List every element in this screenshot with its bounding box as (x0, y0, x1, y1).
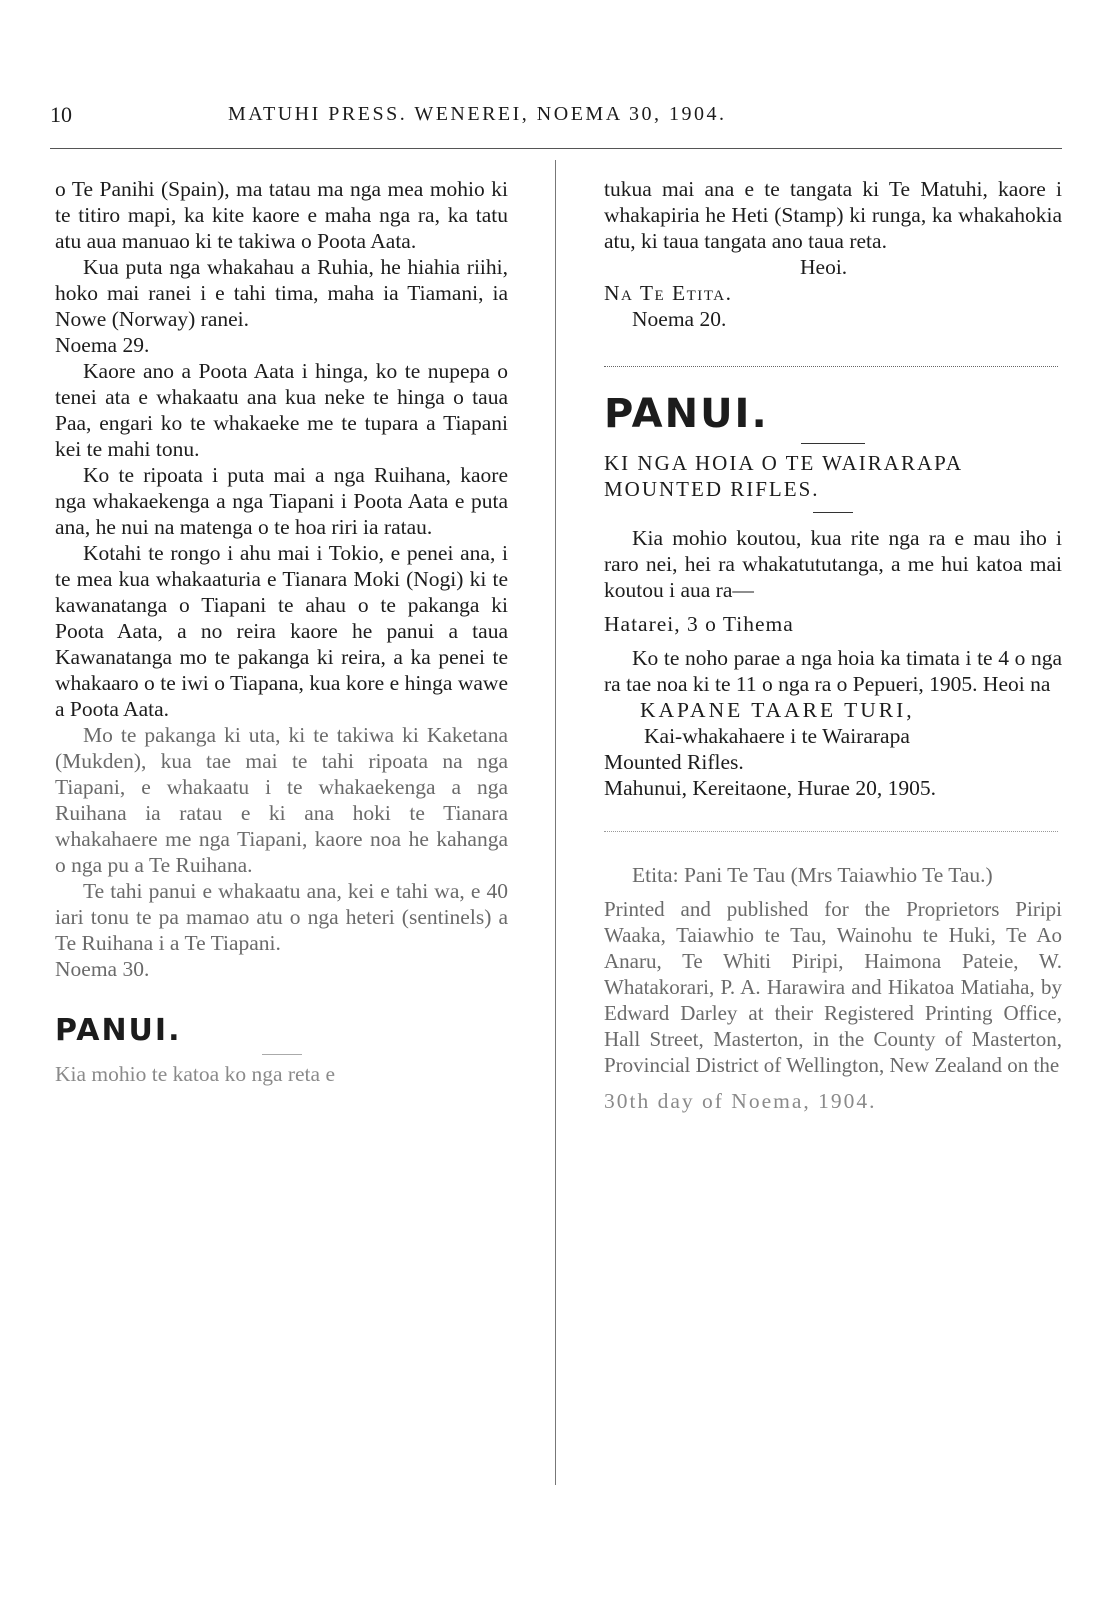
notice-text: Kia mohio te katoa ko nga reta e (55, 1062, 335, 1086)
imprint-date: 30th day of Noema, 1904. (604, 1089, 877, 1113)
article-paragraph: Kotahi te rongo i ahu mai i Tokio, e penei ana, i te mea kua whakaaturia e Tianara Moki (Nogi) ki te kawanatanga o Tiapani te ahau o te pakanga ki Poota Aata, a no reira kaore he panui a taua Kawanatanga mo te pakanga ki reira, a ka penei te whakaaro o te iwi o Tiapana, kua kore e hinga wawe a Poota Aata. (55, 541, 508, 721)
ad-paragraph: Ko te noho parae a nga hoia ka timata i te 4 o nga ra tae noa ki te 11 o nga ra o Pepueri, 1905. Heoi na (604, 646, 1062, 696)
signoff-heoi: Heoi. (800, 255, 848, 279)
right-column (604, 176, 1062, 1114)
column-divider (555, 160, 556, 1485)
ad-subheading: KI NGA HOIA O TE WAIRARAPA (604, 451, 964, 475)
panui-heading: PANUI. (55, 1013, 182, 1048)
editor-line: Etita: Pani Te Tau (Mrs Taiawhio Te Tau.) (632, 863, 993, 887)
page-number: 10 (50, 102, 72, 127)
running-title: MATUHI PRESS. WENEREI, NOEMA 30, 1904. (228, 103, 727, 125)
ad-subheading: MOUNTED RIFLES. (604, 477, 820, 501)
dateline: Noema 20. (632, 307, 727, 331)
article-paragraph: Kua puta nga whakahau a Ruhia, he hiahia riihi, hoko mai ranei i e tahi tima, maha ia Tiamani, ia Nowe (Norway) ranei. (55, 255, 508, 331)
short-rule (801, 443, 865, 444)
short-rule (813, 512, 853, 513)
ad-signature-name: KAPANE TAARE TURI, (640, 698, 915, 722)
ad-date: Hatarei, 3 o Tihema (604, 612, 794, 636)
article-paragraph: Kaore ano a Poota Aata i hinga, ko te nupepa o tenei ata e whakaatu ana kua neke te hinga o taua Paa, engari ko te whakaeke me te tupara a Tiapani kei te mahi tonu. (55, 359, 508, 461)
article-paragraph: tukua mai ana e te tangata ki Te Matuhi, kaore i whakapiria he Heti (Stamp) ki runga, ka whakahokia atu, ki taua tangata ano taua reta. (604, 177, 1062, 253)
dateline: Noema 29. (55, 333, 150, 357)
imprint-paragraph: Printed and published for the Proprietors Piripi Waaka, Taiawhio te Tau, Wainohu te Huki, Te Ao Anaru, Te Whiti Piripi, Haimona Pateie, W. Whatakorari, P. A. Harawira and Hikatoa Matiaha, by Edward Darley at their Registered Printing Office, Hall Street, Masterton, in the County of Masterton, Provincial District of Wellington, New Zealand on the (604, 897, 1062, 1077)
short-rule (262, 1054, 302, 1055)
left-column (55, 176, 508, 1087)
article-paragraph: Te tahi panui e whakaatu ana, kei e tahi wa, e 40 iari tonu te pa mamao atu o nga heteri (sentinels) a Te Ruihana i a Te Tiapani. (55, 879, 508, 955)
ad-signature-place: Mahunui, Kereitaone, Hurae 20, 1905. (604, 776, 936, 800)
dateline: Noema 30. (55, 957, 150, 981)
article-paragraph: Mo te pakanga ki uta, ki te takiwa ki Kaketana (Mukden), kua tae mai te tahi ripoata na nga Tiapani, e whakaatu i te whakaekenga a nga Ruihana ia ratau e ki ana hoki te Tianara whakahaere me nga Tiapani, kaore noa he kahanga o nga pu a Te Ruihana. (55, 723, 508, 877)
ad-paragraph: Kia mohio koutou, kua rite nga ra e mau iho i raro nei, hei ra whakatututanga, a me hui katoa mai koutou i aua ra— (604, 526, 1062, 602)
article-paragraph: Ko te ripoata i puta mai a nga Ruihana, kaore nga whakaekenga a nga Tiapani i Poota Aata e puta ana, he nui na matenga o te hoa riri ia ratau. (55, 463, 508, 539)
article-paragraph: o Te Panihi (Spain), ma tatau ma nga mea mohio ki te titiro mapi, ka kite kaore e maha nga ra, ka tatu atu aua manuao ki te takiwa o Poota Aata. (55, 177, 508, 253)
page-header (50, 102, 1060, 136)
editor-signature: Na Te Etita. (604, 281, 733, 305)
panui-heading: PANUI. (604, 391, 769, 437)
ad-signature-title: Kai-whakahaere i te Wairarapa (644, 724, 910, 748)
ad-signature-title: Mounted Rifles. (604, 750, 744, 774)
header-rule (50, 148, 1062, 149)
